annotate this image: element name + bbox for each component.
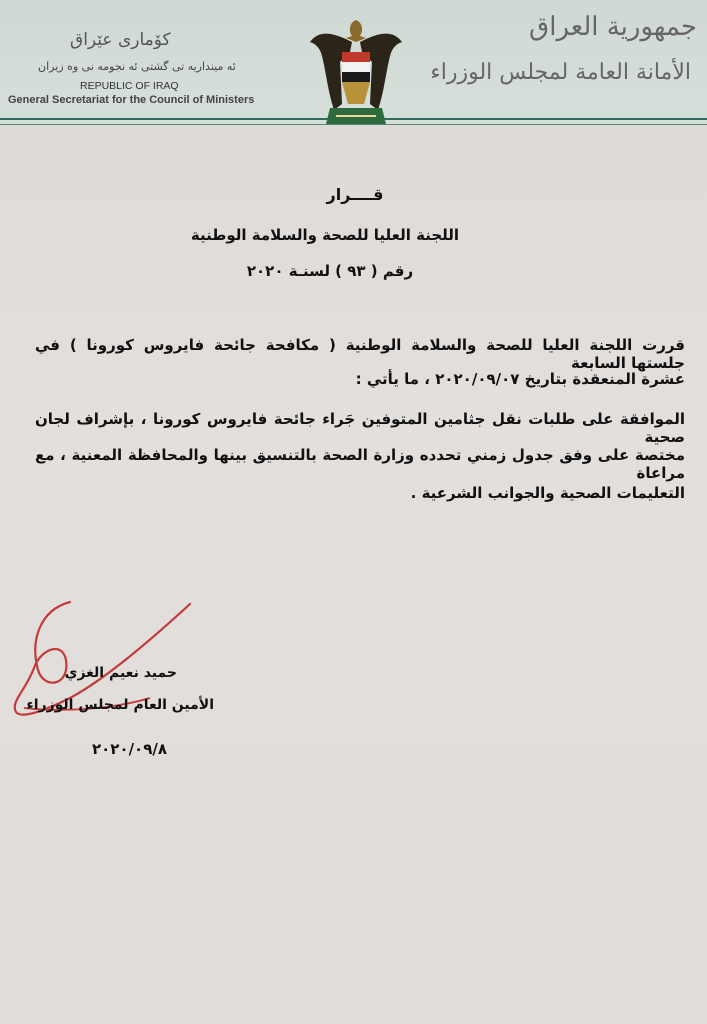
decision-heading: قــــرار [326, 185, 384, 204]
decision-number: رقم ( ٩٣ ) لسنـة ٢٠٢٠ [246, 262, 414, 280]
arabic-subtitle: الأمانة العامة لمجلس الوزراء [430, 60, 691, 85]
eagle-emblem-icon [306, 12, 406, 142]
committee-name: اللجنة العليا للصحة والسلامة الوطنية [190, 226, 460, 244]
signatory-title: الأمين العام لمجلس الوزراء [26, 697, 214, 713]
signatory-name: حميد نعيم الغزي [64, 665, 177, 681]
document-date: ٢٠٢٠/٠٩/٨ [91, 740, 167, 758]
body-line-2: عشرة المنعقدة بتاريخ ٢٠٢٠/٠٩/٠٧ ، ما يأتي : [355, 370, 685, 388]
secretariat-english: General Secretariat for the Council of Ministers [8, 94, 255, 106]
body-line-3: الموافقة على طلبات نقل جثامين المتوفين جَراء جائحة فايروس كورونا ، بإشراف لجان صحية [35, 410, 685, 446]
body-line-5: التعليمات الصحية والجوانب الشرعية . [410, 484, 685, 502]
body-line-4: مختصة على وفق جدول زمني تحدده وزارة الصحة بالتنسيق بينها والمحافظة المعنية ، مع مراعاة [35, 446, 685, 482]
kurdish-title: كۆماری عێراق [70, 30, 171, 50]
arabic-title: جمهورية العراق [529, 12, 697, 42]
body-line-1: قررت اللجنة العليا للصحة والسلامة الوطنية ( مكافحة جائحة فايروس كورونا ) في جلستها السابعة [35, 336, 685, 372]
republic-english: REPUBLIC OF IRAQ [80, 80, 179, 92]
kurdish-subtitle: ئه‌ مینداریه‌ تی گشتی ئه‌ نجومه‌ نی وه‌ زیران [38, 60, 236, 73]
